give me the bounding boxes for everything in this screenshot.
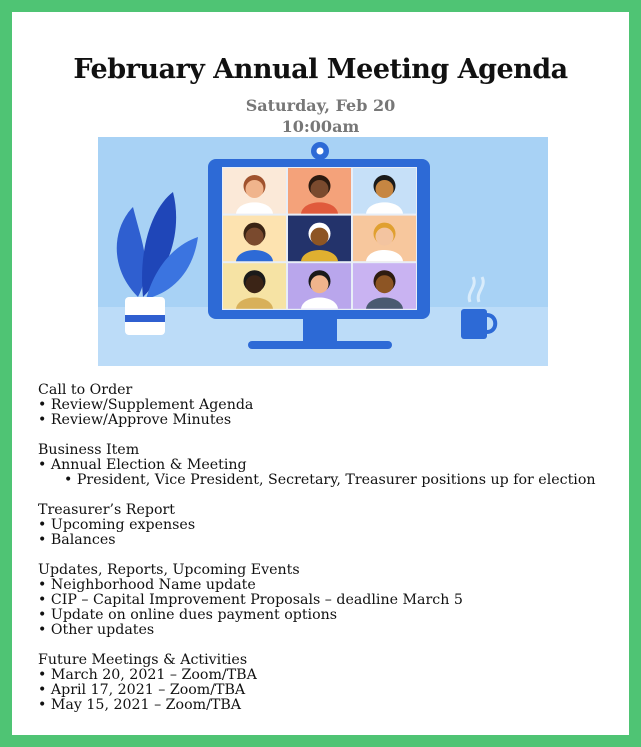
list-item: • Upcoming expenses	[38, 517, 196, 533]
meeting-time: 10:00am	[281, 117, 360, 136]
participant-tile	[288, 263, 351, 309]
section-updates	[38, 563, 638, 638]
participant-tile	[353, 168, 416, 214]
meeting-date: Saturday, Feb 20	[245, 96, 396, 115]
list-item: • Review/Supplement Agenda	[38, 397, 254, 413]
video-conference-illustration	[98, 137, 548, 366]
list-subitem: • President, Vice President, Secretary, Treasurer positions up for election	[64, 472, 596, 488]
participant-tile	[223, 168, 286, 214]
participant-grid	[223, 168, 416, 309]
section-future	[38, 653, 638, 713]
list-item: • Balances	[38, 532, 116, 548]
agenda-body	[38, 383, 638, 728]
participant-tile	[353, 216, 416, 262]
list-item: • April 17, 2021 – Zoom/TBA	[38, 682, 246, 698]
page-title: February Annual Meeting Agenda	[73, 54, 568, 85]
section-call-to-order	[38, 383, 638, 428]
list-item: • Neighborhood Name update	[38, 577, 256, 593]
section-heading: Call to Order	[38, 382, 133, 398]
participant-tile	[288, 216, 351, 262]
list-item: • March 20, 2021 – Zoom/TBA	[38, 667, 257, 683]
section-treasurer	[38, 503, 638, 548]
list-item: • Update on online dues payment options	[38, 607, 338, 623]
participant-tile	[353, 263, 416, 309]
section-business	[38, 443, 638, 488]
list-item: • CIP – Capital Improvement Proposals – deadline March 5	[38, 592, 463, 608]
section-heading: Business Item	[38, 442, 140, 458]
list-item: • May 15, 2021 – Zoom/TBA	[38, 697, 241, 713]
participant-tile	[223, 263, 286, 309]
list-item: • Review/Approve Minutes	[38, 412, 232, 428]
participant-tile	[288, 168, 351, 214]
section-heading: Updates, Reports, Upcoming Events	[38, 562, 300, 578]
section-heading: Future Meetings & Activities	[38, 652, 248, 668]
participant-tile	[223, 216, 286, 262]
section-heading: Treasurer’s Report	[38, 502, 175, 518]
list-item: • Other updates	[38, 622, 155, 638]
list-item: • Annual Election & Meeting	[38, 457, 247, 473]
